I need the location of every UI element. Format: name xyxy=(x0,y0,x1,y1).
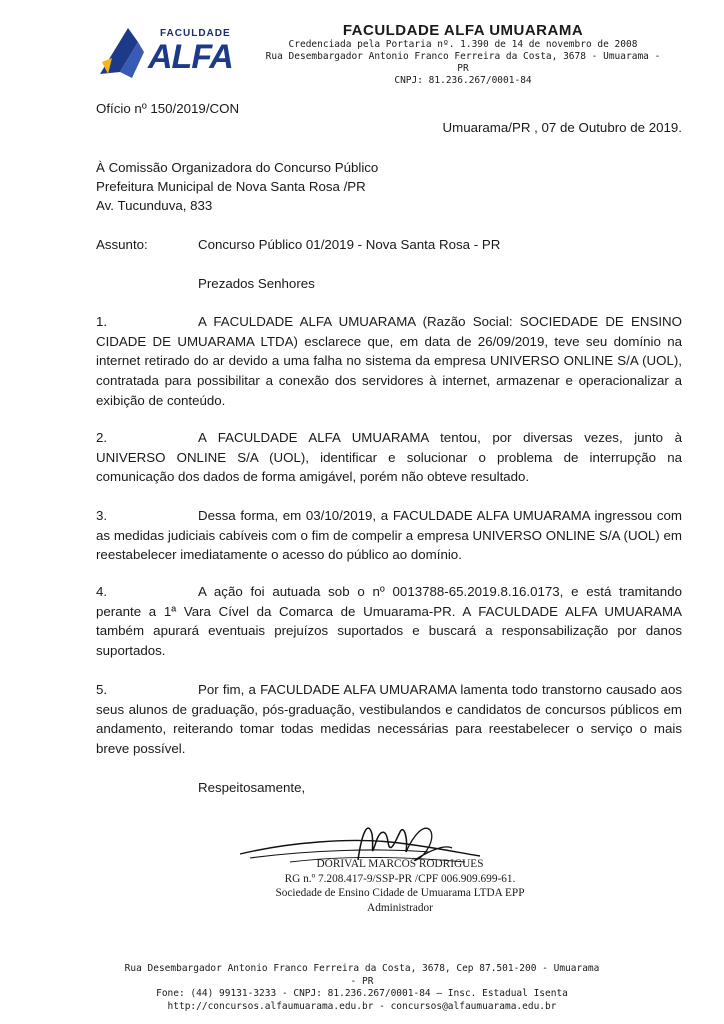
signature-block xyxy=(230,857,570,915)
paragraph-number: 1. xyxy=(96,314,108,329)
subject-label: Assunto: xyxy=(96,237,148,252)
paragraph-number: 3. xyxy=(96,508,108,523)
letterhead xyxy=(258,22,668,87)
accreditation-line: Credenciada pela Portaria nº. 1.390 de 14 de novembro de 2008 xyxy=(288,39,638,50)
footer-address: Rua Desembargador Antonio Franco Ferreira da Costa, 3678, Cep 87.501-200 - Umuarama - PR xyxy=(124,963,600,987)
recipient-line-1: À Comissão Organizadora do Concurso Público xyxy=(96,160,379,175)
paragraph-number: 5. xyxy=(96,682,108,697)
paragraph-number: 4. xyxy=(96,584,108,599)
logo-small-text: FACULDADE xyxy=(160,28,231,39)
footer-links: http://concursos.alfaumuarama.edu.br - concursos@alfaumuarama.edu.br xyxy=(167,1000,557,1012)
subject-text: Concurso Público 01/2019 - Nova Santa Rosa - PR xyxy=(198,237,501,252)
page-footer xyxy=(120,963,604,1013)
institution-name: FACULDADE ALFA UMUARAMA xyxy=(342,22,584,39)
closing: Respeitosamente, xyxy=(198,780,306,795)
document-date: Umuarama/PR , 07 de Outubro de 2019. xyxy=(442,120,682,135)
faculdade-alfa-logo xyxy=(98,22,243,82)
logo-big-text: ALFA xyxy=(148,38,233,76)
paragraph-1: A FACULDADE ALFA UMUARAMA (Razão Social: SOCIEDADE DE ENSINO CIDADE DE UMUARAMA LTDA) esclarece que, em data de 26/09/2019, teve seu domínio na internet retirado do ar devido a uma falha no sistema da empresa UNIVERSO ONLINE S/A (UOL), contratada para possibilitar a conexão dos servidores à internet, armazenar e operacionalizar a exibição de conteúdo. xyxy=(96,314,682,408)
recipient-line-3: Av. Tucunduva, 833 xyxy=(96,198,213,213)
signatory-role: Administrador xyxy=(367,901,433,914)
paragraph-5: Por fim, a FACULDADE ALFA UMUARAMA lamenta todo transtorno causado aos seus alunos de graduação, pós-graduação, vestibulandos e candidatos de concursos públicos em andamento, reiterando tomar todas medidas necessárias para reestabelecer o serviço o mais breve possível. xyxy=(96,682,682,757)
cnpj-line: CNPJ: 81.236.267/0001-84 xyxy=(394,75,532,86)
paragraph-number: 2. xyxy=(96,430,108,445)
paragraph-2: A FACULDADE ALFA UMUARAMA tentou, por diversas vezes, junto à UNIVERSO ONLINE S/A (UOL), identificar e solucionar o problema de interrupção na comunicação dos dados de forma amigável, porém não obteve resultado. xyxy=(96,430,682,485)
paragraph-4: A ação foi autuada sob o nº 0013788-65.2019.8.16.0173, e está tramitando perante a 1ª Vara Cível da Comarca de Umuarama-PR. A FACULDADE ALFA UMUARAMA também apurará eventuais prejuízos suportados e buscará a responsabilização por danos suportados. xyxy=(96,584,682,659)
address-line: Rua Desembargador Antonio Franco Ferreira da Costa, 3678 - Umuarama - PR xyxy=(265,51,661,74)
footer-contact: Fone: (44) 99131-3233 - CNPJ: 81.236.267/0001-84 – Insc. Estadual Isenta xyxy=(156,988,568,999)
signatory-ids: RG n.º 7.208.417-9/SSP-PR /CPF 006.909.699-61. xyxy=(284,872,516,885)
recipient-line-2: Prefeitura Municipal de Nova Santa Rosa /PR xyxy=(96,179,366,194)
greeting: Prezados Senhores xyxy=(198,276,315,291)
signatory-name: DORIVAL MARCOS RODRIGUES xyxy=(316,858,484,870)
signatory-company: Sociedade de Ensino Cidade de Umuarama LTDA EPP xyxy=(275,887,525,899)
paragraph-3: Dessa forma, em 03/10/2019, a FACULDADE ALFA UMUARAMA ingressou com as medidas judiciais cabíveis com o fim de compelir a empresa UNIVERSO ONLINE S/A (UOL) em reestabelecer imediatamente o acesso do público ao domínio. xyxy=(96,508,682,563)
document-reference: Ofício nº 150/2019/CON xyxy=(96,101,240,116)
